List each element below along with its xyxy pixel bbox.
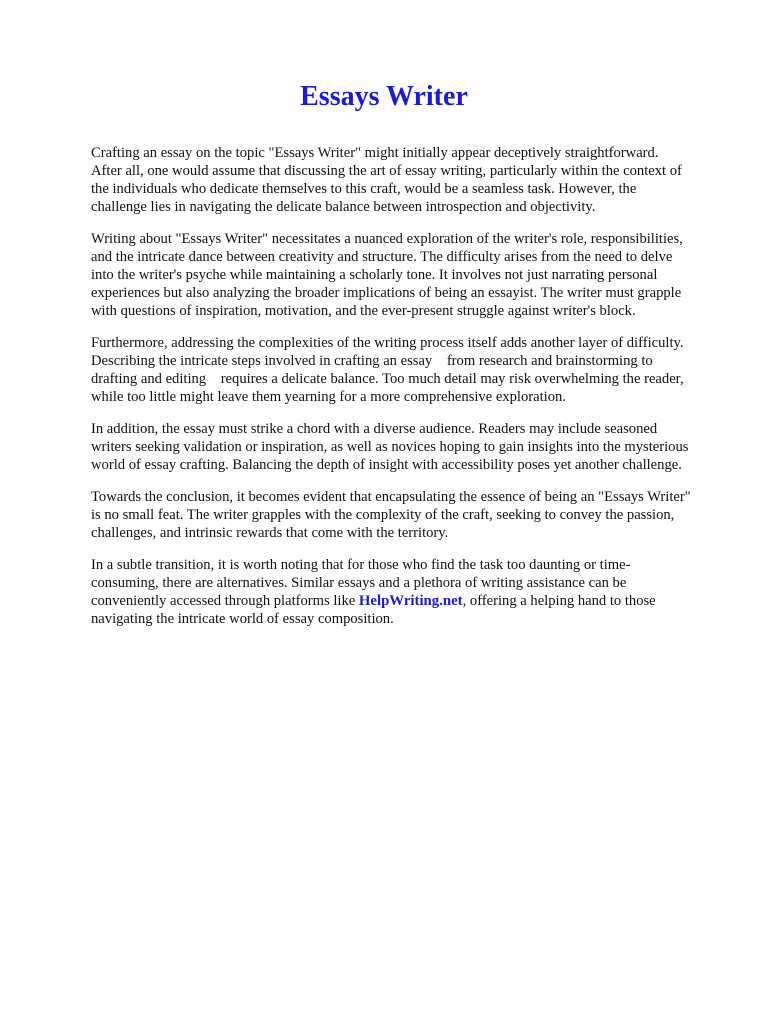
paragraph-3: Furthermore, addressing the complexities of the writing process itself adds another layer of difficulty. Describing the intricate steps involved in crafting an essay from research and brainstorming to drafting and editing requires a delicate balance. Too much detail may risk overwhelming the reader, while too little might leave them yearning for a more comprehensive exploration. <box>91 335 684 405</box>
paragraph-2: Writing about "Essays Writer" necessitates a nuanced exploration of the writer's role, responsibilities, and the intricate dance between creativity and structure. The difficulty arises from the need to delve into the writer's psyche while maintaining a scholarly tone. It involves not just narrating personal experiences but also analyzing the broader implications of being an essayist. The writer must grapple with questions of inspiration, motivation, and the ever-present struggle against writer's block. <box>91 231 683 319</box>
page-title: Essays Writer <box>300 81 468 112</box>
paragraph-6-before-link: In a subtle transition, it is worth noting that for those who find the task too daunting or time-consuming, there are alternatives. Similar essays and a plethora of writing assistance can be conveniently accessed through platforms like <box>91 557 631 609</box>
paragraph-1: Crafting an essay on the topic "Essays Writer" might initially appear deceptively straightforward. After all, one would assume that discussing the art of essay writing, particularly within the context of the individuals who dedicate themselves to this craft, would be a seamless task. However, the challenge lies in navigating the delicate balance between introspection and objectivity. <box>91 145 682 215</box>
paragraph-4: In addition, the essay must strike a chord with a diverse audience. Readers may include seasoned writers seeking validation or inspiration, as well as novices hoping to gain insights into the mysterious world of essay crafting. Balancing the depth of insight with accessibility poses yet another challenge. <box>91 421 689 473</box>
paragraph-6-after-link: , offering a helping hand to those navigating the intricate world of essay composition. <box>91 593 656 627</box>
paragraph-6 <box>91 556 691 628</box>
paragraph-5: Towards the conclusion, it becomes evident that encapsulating the essence of being an "Essays Writer" is no small feat. The writer grapples with the complexity of the craft, seeking to convey the passion, challenges, and intrinsic rewards that come with the territory. <box>91 489 691 541</box>
document-body <box>91 144 691 642</box>
helpwriting-link[interactable]: HelpWriting.net <box>358 593 463 609</box>
